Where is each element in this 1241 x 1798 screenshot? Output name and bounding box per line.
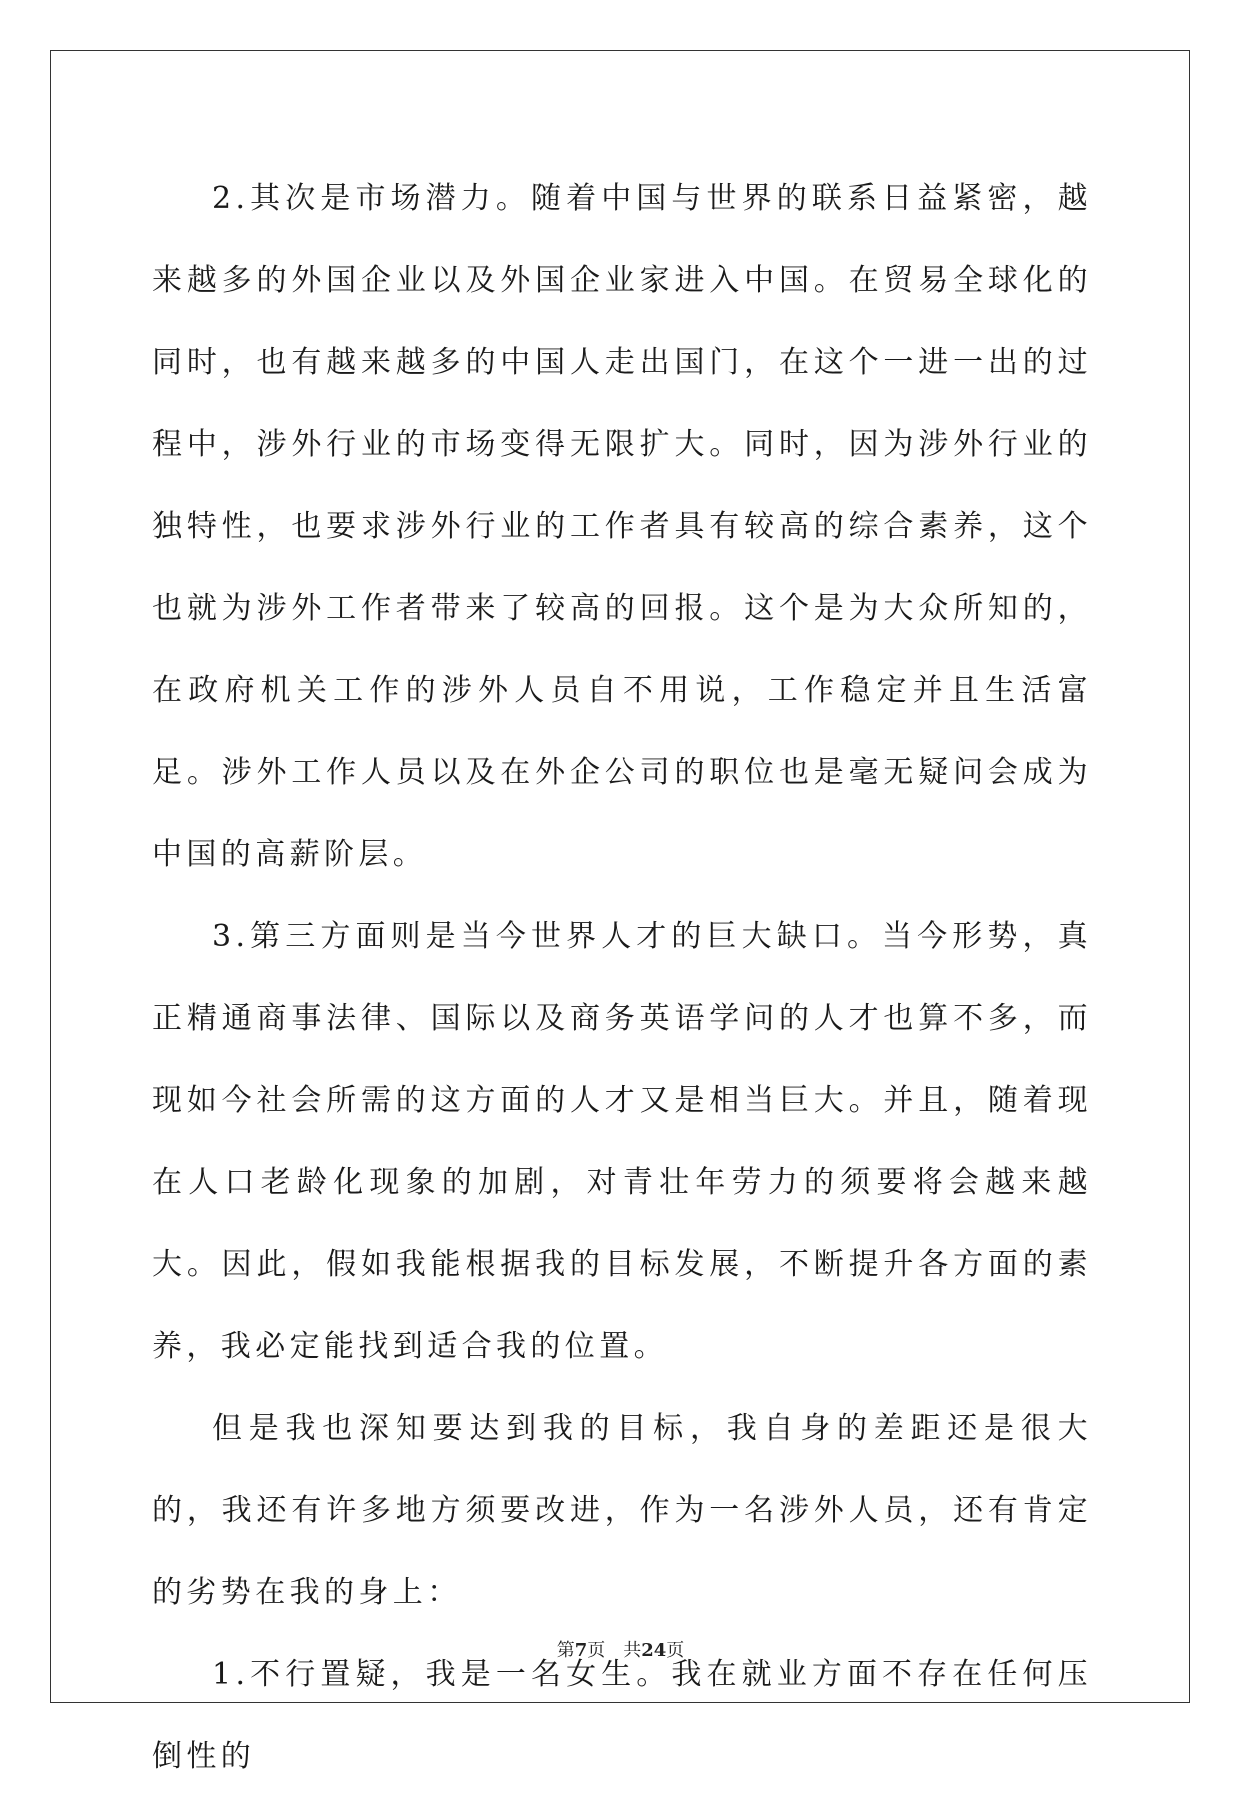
paragraph: 1.不行置疑，我是一名女生。我在就业方面不存在任何压倒性的 xyxy=(152,1657,1092,1774)
footer-suffix: 页 xyxy=(666,1640,685,1661)
document-body xyxy=(152,158,1092,1798)
paragraph: 3.第三方面则是当今世界人才的巨大缺口。当今形势，真正精通商事法律、国际以及商务英语学问的人才也算不多，而现如今社会所需的这方面的人才又是相当巨大。并且，随着现在人口老龄化现象的加剧，对青壮年劳力的须要将会越来越大。因此，假如我能根据我的目标发展，不断提升各方面的素养，我必定能找到适合我的位置。 xyxy=(152,919,1092,1364)
footer-mid: 页 共 xyxy=(587,1640,642,1661)
paragraph: 但是我也深知要达到我的目标，我自身的差距还是很大的，我还有许多地方须要改进，作为一名涉外人员，还有肯定的劣势在我的身上： xyxy=(152,1411,1092,1610)
current-page-number: 7 xyxy=(574,1640,588,1661)
footer-prefix: 第 xyxy=(556,1640,575,1661)
paragraph: 2.其次是市场潜力。随着中国与世界的联系日益紧密，越来越多的外国企业以及外国企业家进入中国。在贸易全球化的同时，也有越来越多的中国人走出国门，在这个一进一出的过程中，涉外行业的市场变得无限扩大。同时，因为涉外行业的独特性，也要求涉外行业的工作者具有较高的综合素养，这个也就为涉外工作者带来了较高的回报。这个是为大众所知的，在政府机关工作的涉外人员自不用说，工作稳定并且生活富足。涉外工作人员以及在外企公司的职位也是毫无疑问会成为中国的高薪阶层。 xyxy=(152,181,1092,872)
total-page-number: 24 xyxy=(641,1640,667,1661)
page-footer xyxy=(0,1636,1241,1662)
